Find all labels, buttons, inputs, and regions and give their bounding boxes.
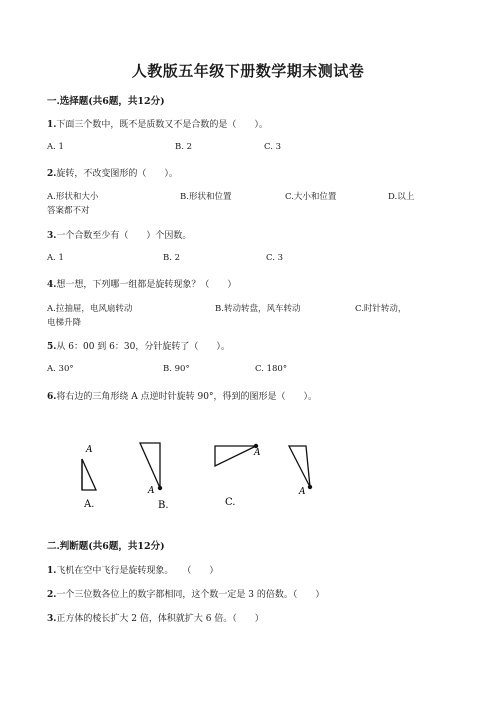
question-number: 1. <box>47 566 57 576</box>
section-heading-choice: 一.选择题(共6题，共12分) <box>47 96 165 107</box>
question-text: 从 6：00 到 6：30，分针旋转了（ ）。 <box>56 342 230 352</box>
triangle-figures <box>0 430 496 520</box>
figure-label-a: A. <box>84 499 95 510</box>
option-b[interactable]: B. 90° <box>163 364 190 374</box>
question-number: 1. <box>47 120 57 130</box>
triangle-a <box>82 459 96 490</box>
option-a[interactable]: A. 1 <box>47 142 64 152</box>
figure-label-c: C. <box>225 497 236 508</box>
judgement-question-1 <box>47 563 218 576</box>
question-number: 6. <box>47 392 57 402</box>
question-text: 一个合数至少有（ ）个因数。 <box>56 231 192 241</box>
page-title: 人教版五年级下册数学期末测试卷 <box>131 62 365 80</box>
section-heading-judgement: 二.判断题(共6题，共12分) <box>47 541 165 552</box>
question-number: 3. <box>47 231 57 241</box>
question-number: 3. <box>47 614 57 624</box>
figure-option-b[interactable] <box>140 443 169 511</box>
question-text: 一个三位数各位上的数字都相同，这个数一定是 3 的倍数。（ ） <box>56 590 325 600</box>
option-b[interactable]: B.形状和位置 <box>180 192 232 202</box>
rotation-point-dot <box>158 486 162 490</box>
point-label-reference: A <box>299 487 306 497</box>
option-b[interactable]: B.转动转盘，风车转动 <box>215 304 301 314</box>
figure-label-b: B. <box>158 500 169 511</box>
point-label-a: A <box>86 445 93 455</box>
figure-option-a[interactable] <box>82 445 96 510</box>
option-d[interactable]: D.以上 <box>388 192 415 202</box>
option-c-continued: 电梯升降 <box>47 318 82 328</box>
triangle-c <box>215 446 256 466</box>
question-number: 5. <box>47 342 57 352</box>
question-text: 想一想，下列哪一组都是旋转现象？（ ） <box>56 280 237 290</box>
option-a[interactable]: A.拉抽屉，电风扇转动 <box>47 304 133 314</box>
option-d-continued: 答案都不对 <box>47 206 90 216</box>
option-c[interactable]: C. 3 <box>266 253 284 263</box>
option-b[interactable]: B. 2 <box>163 253 181 263</box>
option-c[interactable]: C. 3 <box>264 142 282 152</box>
point-label-b: A <box>148 486 155 496</box>
option-a[interactable]: A.形状和大小 <box>47 192 99 202</box>
question-number: 2. <box>47 169 57 179</box>
question-number: 4. <box>47 280 57 290</box>
option-c[interactable]: C.大小和位置 <box>285 192 337 202</box>
question-text: 将右边的三角形绕 A 点逆时针旋转 90°，得到的图形是（ ）。 <box>56 392 317 402</box>
triangle-b <box>140 443 160 488</box>
question-text: 正方体的棱长扩大 2 倍，体积就扩大 6 倍。（ ） <box>56 614 264 624</box>
question-number: 2. <box>47 590 57 600</box>
reference-triangle <box>289 446 312 497</box>
question-text: 飞机在空中飞行是旋转现象。 （ ） <box>56 566 219 576</box>
triangle-reference <box>289 446 310 487</box>
option-a[interactable]: A. 1 <box>47 253 64 263</box>
question-text: 旋转，不改变图形的（ ）。 <box>56 169 178 179</box>
option-b[interactable]: B. 2 <box>175 142 193 152</box>
option-c[interactable]: C. 180° <box>255 364 288 374</box>
point-label-c: A <box>254 448 261 458</box>
option-a[interactable]: A. 30° <box>47 364 74 374</box>
judgement-question-2 <box>47 587 324 600</box>
rotation-point-dot <box>308 485 312 489</box>
figure-option-c[interactable] <box>215 444 261 508</box>
question-text: 下面三个数中，既不是质数又不是合数的是（ ）。 <box>56 120 268 130</box>
option-c[interactable]: C.时针转动， <box>355 304 407 314</box>
judgement-question-3 <box>47 611 264 624</box>
